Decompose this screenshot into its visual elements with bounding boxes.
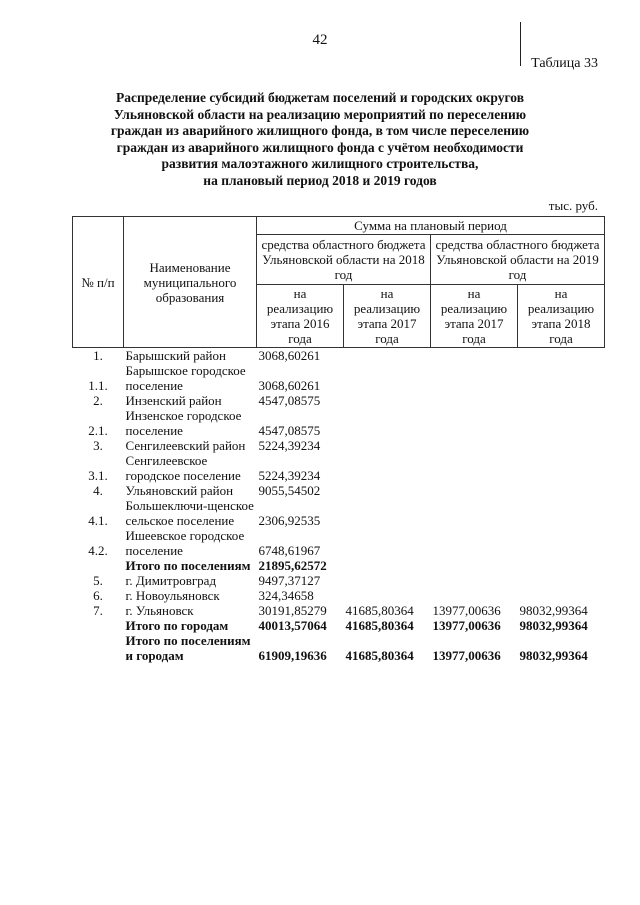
title-line: развития малоэтажного жилищного строительства, (161, 156, 479, 171)
table-header (73, 217, 605, 348)
amount-cell: 324,34658 (258, 588, 314, 603)
table-row (73, 573, 605, 588)
amount-cell: 4547,08575 (258, 423, 321, 438)
amount-cell (431, 348, 518, 364)
title-line: Ульяновской области на реализацию мероприятий по переселению (113, 106, 527, 122)
document-title (70, 90, 570, 189)
amount-cell (431, 363, 518, 393)
row-number (73, 633, 124, 663)
amount-cell: 5224,39234 (258, 438, 321, 453)
amount-cell (344, 573, 431, 588)
row-number: 4.1. (88, 513, 108, 528)
amount-cell: 98032,99364 (519, 618, 588, 633)
municipality-name: Сенгилеевское городское поселение (125, 453, 241, 483)
municipality-name: Итого по поселениям и городам (125, 633, 251, 663)
amount-cell (518, 588, 605, 603)
amount-cell: 98032,99364 (519, 648, 588, 663)
municipality-name: Сенгилеевский район (125, 438, 246, 453)
table-row (73, 603, 605, 618)
amount-cell: 41685,80364 (345, 603, 414, 618)
amount-cell (518, 408, 605, 438)
amount-cell (431, 393, 518, 408)
amount-cell: 13977,00636 (432, 603, 501, 618)
amount-cell (344, 498, 431, 528)
amount-cell: 13977,00636 (432, 618, 501, 633)
amount-cell: 9055,54502 (258, 483, 321, 498)
amount-cell (344, 438, 431, 453)
table-row (73, 633, 605, 663)
amount-cell (431, 528, 518, 558)
table-row (73, 408, 605, 438)
municipality-name: г. Димитровград (125, 573, 217, 588)
row-number: 2.1. (88, 423, 108, 438)
header-group-2018: средства областного бюджета Ульяновской области на 2018 год (257, 235, 431, 285)
amount-cell (431, 483, 518, 498)
amount-cell: 3068,60261 (258, 348, 321, 363)
row-number: 2. (93, 393, 103, 408)
municipality-name: Итого по поселениям (125, 558, 251, 573)
table-row (73, 363, 605, 393)
amount-cell: 2306,92535 (258, 513, 321, 528)
amount-cell (431, 438, 518, 453)
table-body (73, 348, 605, 664)
table-row (73, 588, 605, 603)
amount-cell: 61909,19636 (258, 648, 327, 663)
municipality-name: Барышское городское поселение (125, 363, 246, 393)
table-row (73, 393, 605, 408)
header-name: Наименование муниципального образования (124, 217, 257, 348)
table-row (73, 348, 605, 364)
amount-cell (344, 393, 431, 408)
amount-cell (518, 573, 605, 588)
amount-cell: 3068,60261 (258, 378, 321, 393)
row-number: 7. (93, 603, 103, 618)
amount-cell: 98032,99364 (519, 603, 588, 618)
header-sub: на реализацию этапа 2016 года (257, 285, 344, 348)
amount-cell (431, 498, 518, 528)
row-number: 1. (93, 348, 103, 363)
amount-cell: 9497,37127 (258, 573, 321, 588)
amount-cell: 4547,08575 (258, 393, 321, 408)
amount-cell (431, 453, 518, 483)
municipality-name: г. Новоульяновск (125, 588, 220, 603)
municipality-name: Барышский район (125, 348, 226, 363)
title-line: Распределение субсидий бюджетам поселений и городских округов (115, 90, 525, 105)
table-row (73, 438, 605, 453)
amount-cell (518, 528, 605, 558)
amount-cell (344, 453, 431, 483)
table-row (73, 498, 605, 528)
amount-cell (344, 528, 431, 558)
amount-cell (431, 573, 518, 588)
table-row (73, 558, 605, 573)
header-sub: на реализацию этапа 2017 года (344, 285, 431, 348)
amount-cell: 40013,57064 (258, 618, 327, 633)
header-group-2019: средства областного бюджета Ульяновской области на 2019 год (431, 235, 605, 285)
amount-cell (518, 363, 605, 393)
row-number: 4.2. (88, 543, 108, 558)
table-row (73, 618, 605, 633)
table-row (73, 483, 605, 498)
amount-cell (431, 408, 518, 438)
header-sub: на реализацию этапа 2018 года (518, 285, 605, 348)
amount-cell (344, 588, 431, 603)
municipality-name: Ульяновский район (125, 483, 234, 498)
amount-cell (518, 483, 605, 498)
amount-cell (518, 498, 605, 528)
table-row (73, 453, 605, 483)
row-number: 5. (93, 573, 103, 588)
title-line: граждан из аварийного жилищного фонда с учётом необходимости (116, 139, 524, 155)
row-number: 3. (93, 438, 103, 453)
subsidy-table (72, 216, 605, 663)
municipality-name: Итого по городам (125, 618, 229, 633)
row-number (73, 558, 124, 573)
title-line: на плановый период 2018 и 2019 годов (203, 172, 437, 188)
amount-cell (344, 483, 431, 498)
table-label: Таблица 33 (531, 56, 598, 71)
row-number: 4. (93, 483, 103, 498)
amount-cell (518, 348, 605, 364)
amount-cell: 6748,61967 (258, 543, 321, 558)
amount-cell (518, 393, 605, 408)
municipality-name: Инзенское городское поселение (125, 408, 242, 438)
amount-cell: 30191,85279 (258, 603, 327, 618)
amount-cell: 13977,00636 (432, 648, 501, 663)
header-num: № п/п (73, 217, 124, 348)
municipality-name: г. Ульяновск (125, 603, 194, 618)
amount-cell: 41685,80364 (345, 618, 414, 633)
amount-cell (344, 363, 431, 393)
amount-cell (431, 558, 518, 573)
row-number: 6. (93, 588, 103, 603)
row-number: 1.1. (88, 378, 108, 393)
municipality-name: Ишеевское городское поселение (125, 528, 245, 558)
title-line: граждан из аварийного жилищного фонда, в том числе переселению (110, 123, 530, 138)
amount-cell (344, 558, 431, 573)
margin-line (520, 22, 521, 66)
header-sub: на реализацию этапа 2017 года (431, 285, 518, 348)
municipality-name: Большеключи-щенское сельское поселение (125, 498, 254, 528)
table-row (73, 528, 605, 558)
page-number: 42 (312, 32, 328, 48)
amount-cell: 5224,39234 (258, 468, 321, 483)
amount-cell (518, 558, 605, 573)
row-number: 3.1. (88, 468, 108, 483)
units-label: тыс. руб. (548, 198, 598, 213)
row-number (73, 618, 124, 633)
amount-cell: 41685,80364 (345, 648, 414, 663)
amount-cell (431, 588, 518, 603)
amount-cell (344, 408, 431, 438)
amount-cell (344, 348, 431, 364)
amount-cell (518, 438, 605, 453)
amount-cell (518, 453, 605, 483)
amount-cell: 21895,62572 (258, 558, 327, 573)
header-sum: Сумма на плановый период (257, 217, 605, 235)
municipality-name: Инзенский район (125, 393, 222, 408)
